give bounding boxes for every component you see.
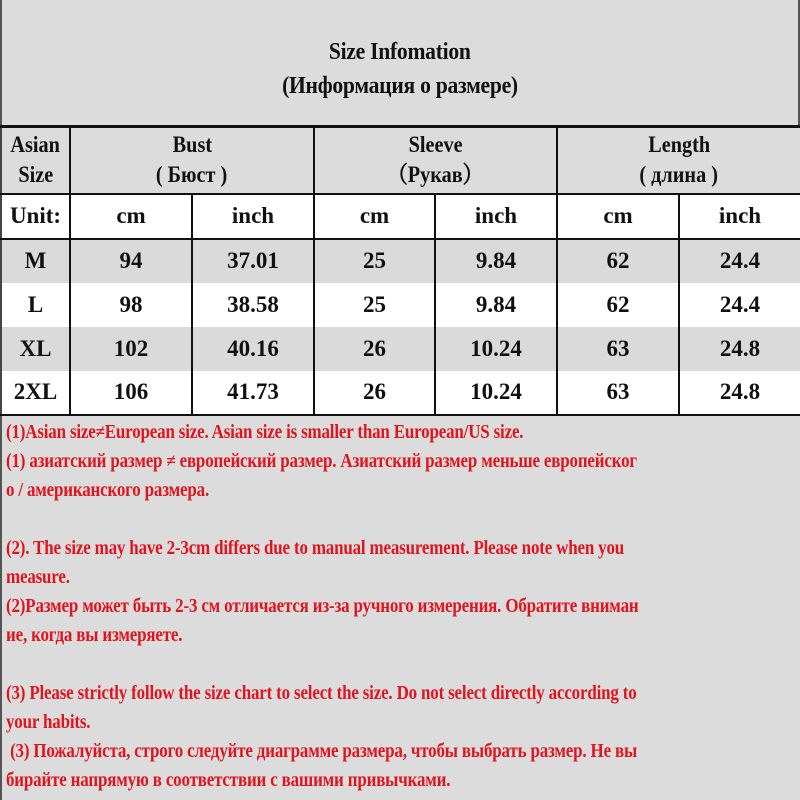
unit-cell: inch [679, 194, 800, 239]
length-cm-cell: 63 [557, 371, 679, 415]
note-3-english-cont: your habits. [6, 712, 91, 733]
length-inch-cell: 24.4 [679, 283, 800, 327]
note-3-russian-cont: бирайте напрямую в соответствии с вашими привычками. [6, 770, 451, 791]
table-header-row [1, 127, 800, 194]
title-russian: (Информация о размере) [282, 72, 518, 99]
sleeve-inch-cell: 10.24 [435, 371, 557, 415]
length-cm-cell: 63 [557, 327, 679, 371]
table-row [1, 283, 800, 327]
asian-size-header [1, 127, 70, 194]
note-1-english: (1)Asian size≠European size. Asian size is smaller than European/US size. [6, 422, 524, 443]
note-1-russian: (1) азиатский размер ≠ европейский размер. Азиатский размер меньше европейског [6, 451, 637, 472]
length-cm-cell: 62 [557, 283, 679, 327]
bust-inch-cell: 41.73 [192, 371, 314, 415]
size-cell: L [1, 283, 70, 327]
bust-label-ru: ( Бюст ) [156, 162, 228, 188]
unit-row [1, 194, 800, 239]
note-2-english: (2). The size may have 2-3cm differs due to manual measurement. Please note when you [6, 538, 625, 559]
note-2-russian-cont: ие, когда вы измеряете. [6, 625, 183, 646]
bust-cm-cell: 102 [70, 327, 192, 371]
sleeve-inch-cell: 9.84 [435, 283, 557, 327]
bust-cm-cell: 106 [70, 371, 192, 415]
bust-header [70, 127, 314, 194]
note-2-english-cont: measure. [6, 567, 70, 588]
bust-inch-cell: 38.58 [192, 283, 314, 327]
bust-cm-cell: 94 [70, 239, 192, 283]
table-row [1, 327, 800, 371]
length-label: Length [648, 132, 710, 158]
unit-cell: inch [435, 194, 557, 239]
sleeve-inch-cell: 10.24 [435, 327, 557, 371]
sleeve-cm-cell: 25 [314, 283, 435, 327]
size-cell: M [1, 239, 70, 283]
bust-label: Bust [172, 132, 212, 158]
length-label-ru: ( длина ) [639, 162, 719, 188]
size-notes [0, 416, 800, 800]
note-3-english: (3) Please strictly follow the size chart to select the size. Do not select directly according to [6, 683, 637, 704]
unit-cell: cm [70, 194, 192, 239]
asian-size-label: Asian [10, 132, 61, 158]
note-1-russian-cont: о / американского размера. [6, 480, 210, 501]
title-english: Size Infomation [329, 38, 471, 65]
bust-cm-cell: 98 [70, 283, 192, 327]
size-cell: 2XL [1, 371, 70, 415]
size-cell: XL [1, 327, 70, 371]
unit-cell: cm [557, 194, 679, 239]
table-row [1, 371, 800, 415]
sleeve-label-ru: （Рукав） [387, 162, 484, 188]
spacer [6, 650, 800, 679]
size-chart-table [0, 125, 800, 416]
table-row [1, 239, 800, 283]
sleeve-label: Sleeve [408, 132, 463, 158]
spacer [6, 505, 800, 534]
sleeve-cm-cell: 26 [314, 327, 435, 371]
bust-inch-cell: 40.16 [192, 327, 314, 371]
sleeve-header [314, 127, 557, 194]
unit-label: Unit: [1, 194, 70, 239]
length-cm-cell: 62 [557, 239, 679, 283]
length-header [557, 127, 800, 194]
unit-cell: cm [314, 194, 435, 239]
asian-size-label-2: Size [18, 162, 53, 188]
unit-cell: inch [192, 194, 314, 239]
sleeve-cm-cell: 25 [314, 239, 435, 283]
bust-inch-cell: 37.01 [192, 239, 314, 283]
size-info-title [0, 0, 800, 127]
length-inch-cell: 24.8 [679, 371, 800, 415]
sleeve-inch-cell: 9.84 [435, 239, 557, 283]
note-2-russian: (2)Размер может быть 2-3 см отличается из-за ручного измерения. Обратите вниман [6, 596, 639, 617]
length-inch-cell: 24.4 [679, 239, 800, 283]
note-3-russian: (3) Пожалуйста, строго следуйте диаграмме размера, чтобы выбрать размер. Не вы [6, 741, 638, 762]
sleeve-cm-cell: 26 [314, 371, 435, 415]
length-inch-cell: 24.8 [679, 327, 800, 371]
